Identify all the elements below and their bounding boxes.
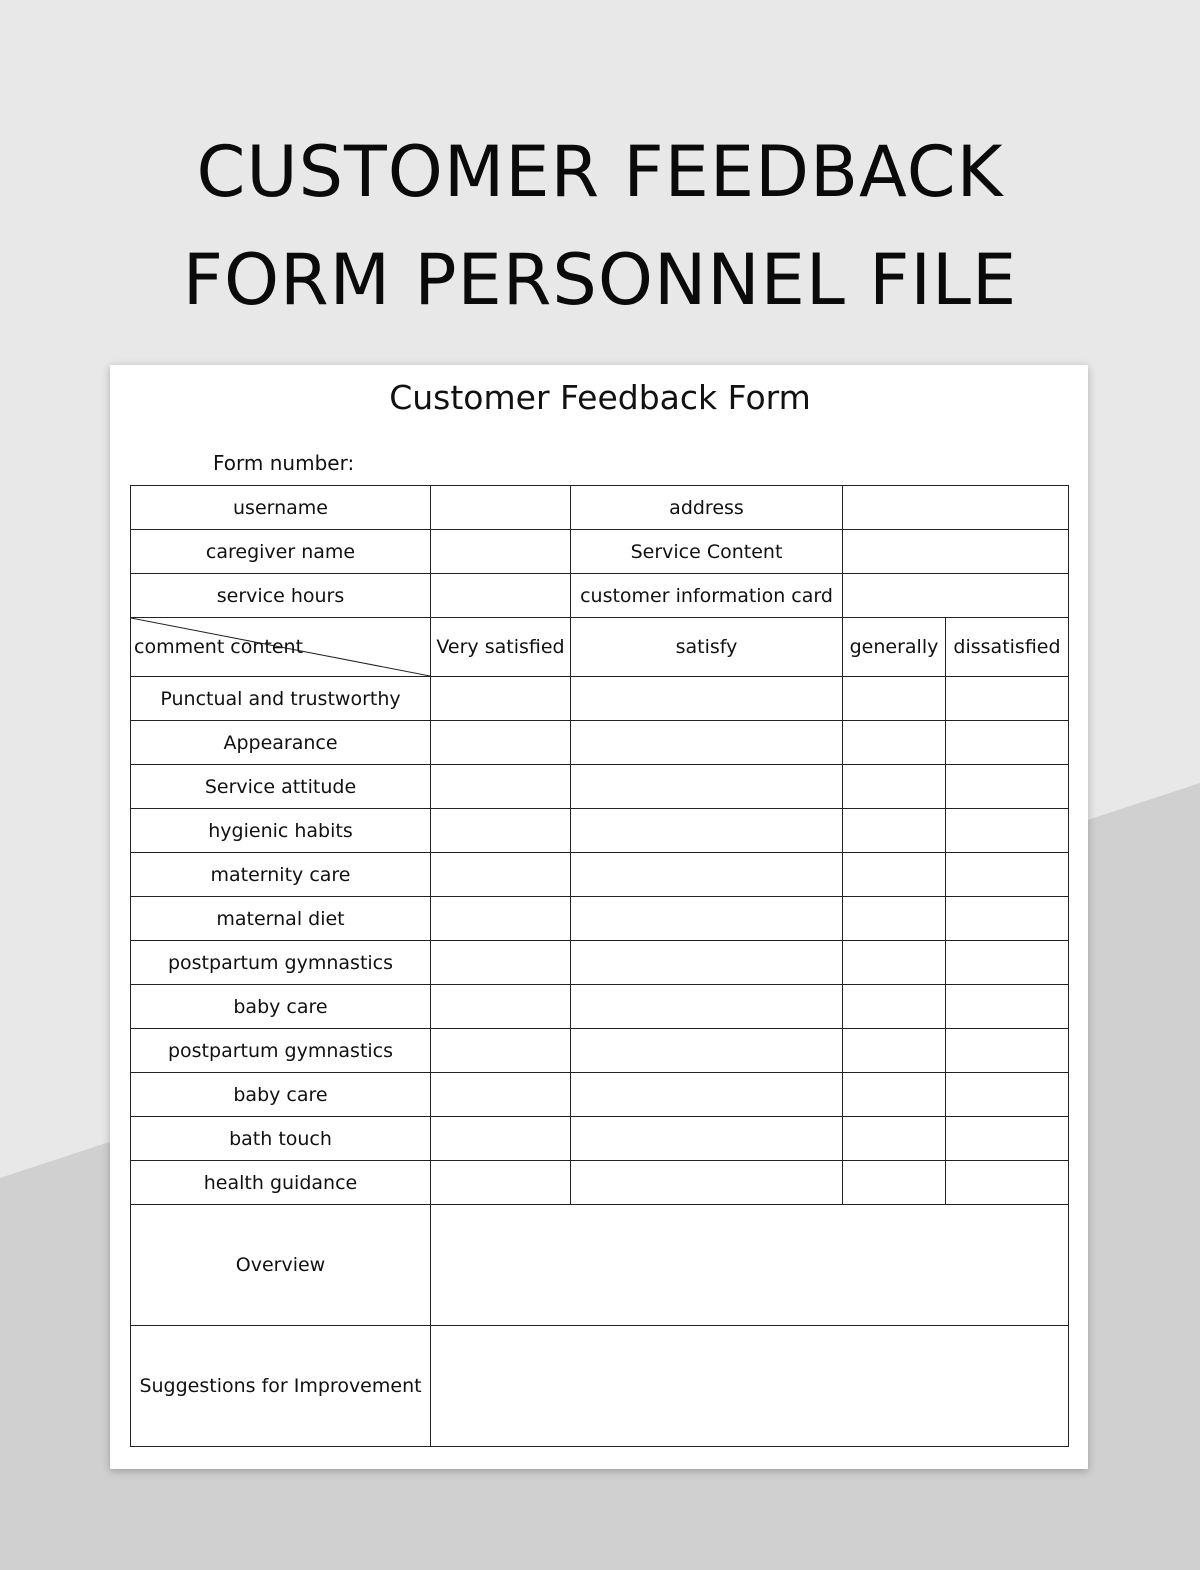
info-row bbox=[131, 574, 1069, 618]
rating-cell[interactable] bbox=[946, 1161, 1069, 1205]
rating-cell[interactable] bbox=[571, 1161, 843, 1205]
rating-cell[interactable] bbox=[431, 809, 571, 853]
criteria-row bbox=[131, 677, 1069, 721]
rating-cell[interactable] bbox=[571, 941, 843, 985]
rating-cell[interactable] bbox=[843, 985, 946, 1029]
criteria-row bbox=[131, 1029, 1069, 1073]
rating-column-header: satisfy bbox=[571, 618, 843, 677]
rating-cell[interactable] bbox=[946, 897, 1069, 941]
rating-cell[interactable] bbox=[431, 853, 571, 897]
feedback-table bbox=[130, 485, 1069, 1447]
form-title: Customer Feedback Form bbox=[389, 378, 811, 417]
rating-column-header: Very satisfied bbox=[431, 618, 571, 677]
rating-cell[interactable] bbox=[431, 1029, 571, 1073]
rating-cell[interactable] bbox=[571, 1073, 843, 1117]
rating-cell[interactable] bbox=[843, 677, 946, 721]
rating-cell[interactable] bbox=[946, 1029, 1069, 1073]
info-value-field[interactable] bbox=[843, 486, 1069, 530]
rating-cell[interactable] bbox=[431, 677, 571, 721]
rating-cell[interactable] bbox=[843, 1073, 946, 1117]
comment-content-corner-cell bbox=[131, 618, 431, 677]
rating-cell[interactable] bbox=[571, 1117, 843, 1161]
rating-cell[interactable] bbox=[431, 1073, 571, 1117]
info-row bbox=[131, 530, 1069, 574]
criteria-label: health guidance bbox=[131, 1161, 431, 1205]
rating-cell[interactable] bbox=[431, 1117, 571, 1161]
criteria-row bbox=[131, 1161, 1069, 1205]
overview-field[interactable] bbox=[431, 1205, 1069, 1326]
rating-cell[interactable] bbox=[431, 985, 571, 1029]
form-number-label: Form number: bbox=[213, 451, 355, 475]
rating-column-header: generally bbox=[843, 618, 946, 677]
rating-cell[interactable] bbox=[946, 721, 1069, 765]
rating-cell[interactable] bbox=[843, 853, 946, 897]
rating-cell[interactable] bbox=[571, 897, 843, 941]
info-value-field[interactable] bbox=[843, 574, 1069, 618]
rating-cell[interactable] bbox=[946, 809, 1069, 853]
info-label: Service Content bbox=[571, 530, 843, 574]
rating-cell[interactable] bbox=[431, 765, 571, 809]
info-label: service hours bbox=[131, 574, 431, 618]
info-row bbox=[131, 486, 1069, 530]
criteria-label: Appearance bbox=[131, 721, 431, 765]
rating-header-row bbox=[131, 618, 1069, 677]
rating-cell[interactable] bbox=[843, 897, 946, 941]
criteria-label: Service attitude bbox=[131, 765, 431, 809]
rating-cell[interactable] bbox=[571, 809, 843, 853]
rating-cell[interactable] bbox=[571, 1029, 843, 1073]
rating-cell[interactable] bbox=[946, 765, 1069, 809]
criteria-label: postpartum gymnastics bbox=[131, 941, 431, 985]
criteria-label: hygienic habits bbox=[131, 809, 431, 853]
info-label: username bbox=[131, 486, 431, 530]
rating-cell[interactable] bbox=[946, 941, 1069, 985]
rating-cell[interactable] bbox=[571, 721, 843, 765]
overview-label: Overview bbox=[131, 1205, 431, 1326]
rating-cell[interactable] bbox=[571, 985, 843, 1029]
rating-cell[interactable] bbox=[843, 941, 946, 985]
rating-cell[interactable] bbox=[843, 1117, 946, 1161]
info-value-field[interactable] bbox=[431, 574, 571, 618]
suggestions-row bbox=[131, 1326, 1069, 1447]
rating-cell[interactable] bbox=[431, 721, 571, 765]
rating-cell[interactable] bbox=[843, 809, 946, 853]
rating-cell[interactable] bbox=[431, 941, 571, 985]
criteria-row bbox=[131, 809, 1069, 853]
headline-line-2: FORM PERSONNEL FILE bbox=[182, 239, 1018, 321]
overview-row bbox=[131, 1205, 1069, 1326]
criteria-row bbox=[131, 941, 1069, 985]
criteria-label: Punctual and trustworthy bbox=[131, 677, 431, 721]
rating-cell[interactable] bbox=[946, 853, 1069, 897]
rating-cell[interactable] bbox=[431, 1161, 571, 1205]
criteria-rows bbox=[131, 677, 1069, 1205]
info-value-field[interactable] bbox=[843, 530, 1069, 574]
comment-content-label: comment content bbox=[134, 636, 304, 658]
criteria-label: baby care bbox=[131, 1073, 431, 1117]
rating-cell[interactable] bbox=[843, 1029, 946, 1073]
rating-cell[interactable] bbox=[946, 1073, 1069, 1117]
rating-cell[interactable] bbox=[946, 985, 1069, 1029]
rating-cell[interactable] bbox=[843, 721, 946, 765]
criteria-label: baby care bbox=[131, 985, 431, 1029]
info-label: customer information card bbox=[571, 574, 843, 618]
headline-line-1: CUSTOMER FEEDBACK bbox=[196, 131, 1004, 213]
criteria-label: postpartum gymnastics bbox=[131, 1029, 431, 1073]
info-label: address bbox=[571, 486, 843, 530]
criteria-row bbox=[131, 721, 1069, 765]
rating-cell[interactable] bbox=[571, 677, 843, 721]
suggestions-field[interactable] bbox=[431, 1326, 1069, 1447]
rating-column-header: dissatisfied bbox=[946, 618, 1069, 677]
page-headline bbox=[0, 118, 1200, 334]
criteria-row bbox=[131, 897, 1069, 941]
info-label: caregiver name bbox=[131, 530, 431, 574]
criteria-row bbox=[131, 765, 1069, 809]
rating-cell[interactable] bbox=[431, 897, 571, 941]
criteria-row bbox=[131, 1117, 1069, 1161]
rating-cell[interactable] bbox=[946, 677, 1069, 721]
criteria-row bbox=[131, 985, 1069, 1029]
criteria-label: maternal diet bbox=[131, 897, 431, 941]
suggestions-label: Suggestions for Improvement bbox=[131, 1326, 431, 1447]
rating-cell[interactable] bbox=[571, 853, 843, 897]
criteria-row bbox=[131, 1073, 1069, 1117]
rating-cell[interactable] bbox=[571, 765, 843, 809]
rating-cell[interactable] bbox=[843, 765, 946, 809]
criteria-label: bath touch bbox=[131, 1117, 431, 1161]
rating-cell[interactable] bbox=[946, 1117, 1069, 1161]
criteria-row bbox=[131, 853, 1069, 897]
rating-cell[interactable] bbox=[843, 1161, 946, 1205]
info-value-field[interactable] bbox=[431, 530, 571, 574]
criteria-label: maternity care bbox=[131, 853, 431, 897]
info-value-field[interactable] bbox=[431, 486, 571, 530]
